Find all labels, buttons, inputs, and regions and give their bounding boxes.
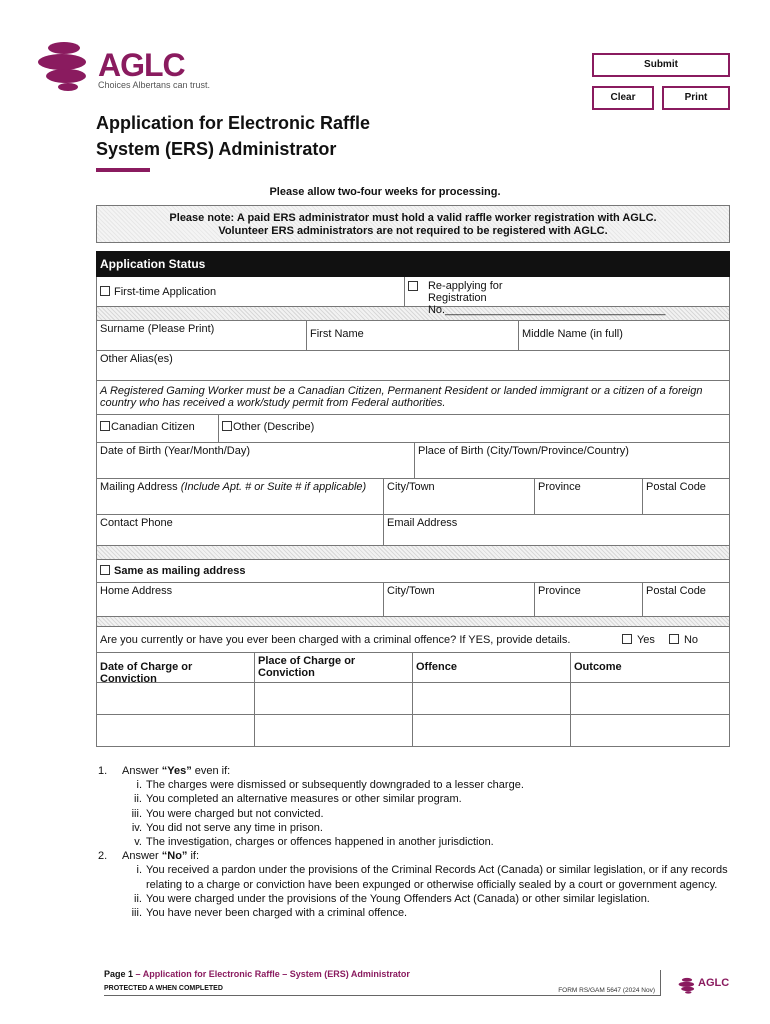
registration-note — [96, 205, 730, 243]
aglc-footer-logo-icon — [678, 976, 696, 994]
sub-list-text: The charges were dismissed or subsequently downgraded to a lesser charge. — [146, 779, 524, 792]
contact-phone-field[interactable]: Contact Phone — [97, 515, 384, 545]
mailing-row — [96, 479, 730, 515]
reapplying-option[interactable] — [405, 277, 729, 316]
outcome-input[interactable] — [571, 715, 729, 746]
processing-notice: Please allow two-four weeks for processing. — [269, 186, 501, 198]
list-item — [98, 849, 732, 863]
offence-input[interactable] — [413, 683, 571, 714]
title-accent-bar — [96, 168, 150, 172]
checkbox-icon[interactable] — [100, 421, 110, 431]
spacer — [96, 546, 730, 560]
checkbox-icon[interactable] — [100, 286, 110, 296]
list-number: 1. — [98, 765, 108, 777]
title-line-2: System (ERS) Administrator — [96, 139, 337, 159]
home-postal-code-field[interactable]: Postal Code — [646, 585, 706, 597]
column-header: Offence — [413, 653, 571, 682]
yes-label: Yes — [636, 634, 655, 646]
sub-list-number: iii. — [131, 807, 142, 820]
first-name-field[interactable]: First Name — [307, 321, 519, 350]
instruction-emphasis: “No” — [161, 850, 188, 863]
criminal-table-header — [96, 653, 730, 683]
checkbox-icon[interactable] — [669, 634, 679, 644]
mailing-province-field[interactable]: Province — [535, 479, 643, 514]
place-of-charge-input[interactable] — [255, 683, 413, 714]
brand-tagline: Choices Albertans can trust. — [98, 80, 211, 90]
column-header: Date of Charge or Conviction — [97, 653, 255, 682]
canadian-citizen-label: Canadian Citizen — [111, 421, 195, 433]
title-line-1: Application for Electronic Raffle — [96, 113, 371, 133]
sub-list-text: You were charged under the provisions of the Young Offenders Act (Canada) or other similar legislation. — [146, 892, 650, 905]
contact-row — [96, 515, 730, 546]
date-of-birth-field[interactable]: Date of Birth (Year/Month/Day) — [97, 443, 415, 478]
sub-list-number: iii. — [131, 907, 142, 920]
date-of-charge-input[interactable] — [97, 683, 255, 714]
clear-button[interactable]: Clear — [592, 86, 654, 110]
mailing-address-label: Mailing Address — [100, 481, 178, 493]
registration-number-field[interactable]: Registration No.____________________________________ — [427, 292, 666, 316]
same-address-row — [96, 560, 730, 583]
yes-conditions — [98, 778, 732, 849]
instruction-text: even if: — [191, 765, 231, 777]
sub-list-text: You completed an alternative measures or other similar program. — [146, 793, 462, 806]
sub-list-text: You received a pardon under the provisions of the Criminal Records Act (Canada) or similar legislation, or if any records relating to a charge or conviction have been expunged or otherwise officially sealed by a court or government agency. — [146, 864, 728, 891]
place-of-birth-field[interactable]: Place of Birth (City/Town/Province/Country) — [418, 445, 629, 457]
mailing-address-note: (Include Apt. # or Suite # if applicable) — [180, 481, 367, 493]
middle-name-field[interactable]: Middle Name (in full) — [522, 328, 623, 340]
home-row — [96, 583, 730, 617]
other-citizenship-label: Other (Describe) — [233, 421, 315, 433]
sub-list-number: v. — [134, 836, 142, 849]
column-header: Place of Charge or Conviction — [255, 653, 413, 682]
table-row — [96, 683, 730, 715]
criminal-question-text: Are you currently or have you ever been charged with a criminal offence? If YES, provide details. — [100, 634, 571, 646]
criminal-question — [97, 627, 729, 652]
sub-list-item — [98, 863, 732, 891]
sub-list-item — [98, 792, 732, 806]
mailing-address-field[interactable] — [97, 479, 384, 514]
date-of-charge-input[interactable] — [97, 715, 255, 746]
note-line-2: Volunteer ERS administrators are not required to be registered with AGLC. — [218, 225, 608, 237]
reapplying-label: Re-applying for — [427, 280, 503, 292]
offence-input[interactable] — [413, 715, 571, 746]
form-number: FORM RS/GAM 5647 (2024 Nov) — [558, 987, 655, 994]
sub-list-text: You have never been charged with a criminal offence. — [146, 907, 408, 920]
sub-list-item — [98, 778, 732, 792]
citizenship-statement: A Registered Gaming Worker must be a Canadian Citizen, Permanent Resident or landed immigrant or a citizen of a foreign country who has received a work/study permit from Federal authorities. — [100, 385, 703, 409]
sub-list-item — [98, 821, 732, 835]
other-alias-field[interactable]: Other Alias(es) — [100, 353, 173, 365]
names-row — [96, 321, 730, 351]
sub-list-text: The investigation, charges or offences happened in another jurisdiction. — [146, 836, 494, 849]
footer-vertical-divider — [660, 970, 661, 996]
spacer — [96, 617, 730, 627]
citizenship-statement-row — [96, 381, 730, 415]
mailing-postal-code-field[interactable]: Postal Code — [646, 481, 706, 493]
sub-list-number: i. — [136, 864, 142, 877]
criminal-question-row — [96, 627, 730, 653]
sub-list-item — [98, 807, 732, 821]
sub-list-text: You did not serve any time in prison. — [146, 821, 323, 834]
protected-label: PROTECTED A WHEN COMPLETED — [104, 985, 223, 992]
instruction-text: Answer — [122, 765, 162, 777]
aglc-logo-mark-icon — [36, 36, 92, 92]
same-as-mailing-label: Same as mailing address — [114, 565, 246, 577]
footer-divider — [104, 995, 660, 996]
footer-dash: – — [133, 969, 143, 979]
checkbox-icon[interactable] — [222, 421, 232, 431]
home-address-field[interactable]: Home Address — [97, 583, 384, 616]
checkbox-icon[interactable] — [408, 281, 418, 291]
note-line-1: Please note: A paid ERS administrator must hold a valid raffle worker registration with AGLC. — [169, 212, 657, 224]
instruction-text: Answer — [122, 850, 162, 863]
citizenship-row — [96, 415, 730, 443]
place-of-charge-input[interactable] — [255, 715, 413, 746]
checkbox-icon[interactable] — [622, 634, 632, 644]
instruction-text: if: — [187, 850, 200, 863]
surname-field[interactable]: Surname (Please Print) — [97, 321, 307, 350]
footer-brand-name: AGLC — [698, 977, 730, 989]
home-city-field[interactable]: City/Town — [384, 583, 535, 616]
table-row — [96, 715, 730, 747]
instruction-emphasis: “Yes” — [161, 765, 192, 777]
submit-button[interactable]: Submit — [592, 53, 730, 77]
sub-list-text: You were charged but not convicted. — [146, 807, 324, 820]
brand-name: AGLC — [98, 47, 185, 83]
sub-list-number: iv. — [131, 821, 142, 834]
page-title — [96, 110, 496, 162]
first-time-label: First-time Application — [114, 286, 217, 298]
sub-list-number: i. — [136, 779, 142, 792]
no-conditions — [98, 863, 732, 920]
instructions-list — [98, 764, 732, 920]
sub-list-item — [98, 892, 732, 906]
yes-option[interactable] — [622, 634, 655, 650]
first-time-option[interactable] — [97, 277, 405, 306]
birth-row — [96, 443, 730, 479]
sub-list-number: ii. — [134, 892, 142, 905]
alias-row — [96, 351, 730, 381]
outcome-input[interactable] — [571, 683, 729, 714]
list-item — [98, 764, 732, 778]
status-row — [96, 277, 730, 316]
no-option[interactable] — [669, 634, 698, 650]
page-number: Page 1 — [104, 969, 134, 979]
footer-title — [104, 969, 410, 979]
email-address-field[interactable]: Email Address — [387, 517, 458, 529]
sub-list-item — [98, 906, 732, 920]
mailing-city-field[interactable]: City/Town — [384, 479, 535, 514]
checkbox-icon[interactable] — [100, 565, 110, 575]
section-header-application-status: Application Status — [96, 251, 730, 277]
no-label: No — [683, 634, 698, 646]
sub-list-number: ii. — [134, 793, 142, 806]
sub-list-item — [98, 835, 732, 849]
canadian-citizen-option[interactable] — [97, 415, 219, 442]
print-button[interactable]: Print — [662, 86, 730, 110]
list-number: 2. — [98, 850, 108, 863]
same-as-mailing-option[interactable] — [97, 560, 729, 582]
column-header: Outcome — [574, 661, 622, 673]
home-province-field[interactable]: Province — [535, 583, 643, 616]
application-form — [96, 251, 730, 747]
other-citizenship-option[interactable] — [219, 415, 729, 442]
footer-form-title: Application for Electronic Raffle – System (ERS) Administrator — [142, 969, 410, 979]
